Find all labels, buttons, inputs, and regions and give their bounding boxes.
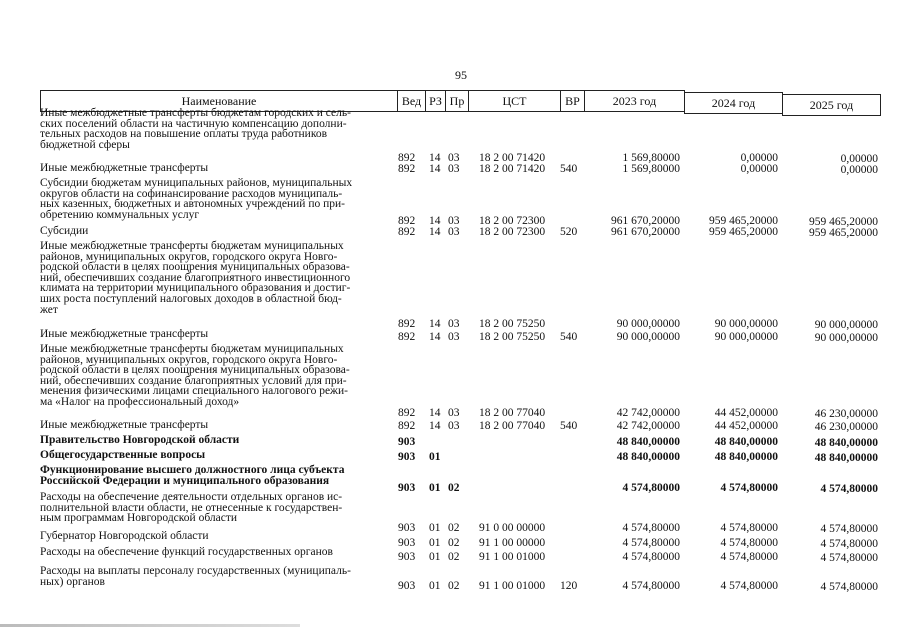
row-2023: 42 742,00000 [616, 420, 680, 432]
row-name: Расходы на обеспечение функций государственных органов [40, 546, 333, 558]
row-pr: 03 [448, 407, 460, 419]
row-vr: 540 [560, 420, 578, 432]
row-vr: 520 [560, 226, 578, 238]
row-2024: 44 452,00000 [714, 420, 778, 432]
row-cst: 18 2 00 75250 [479, 331, 546, 343]
row-2023: 42 742,00000 [616, 407, 680, 419]
row-ved: 903 [398, 482, 416, 494]
row-2024: 44 452,00000 [714, 407, 778, 419]
row-2024: 90 000,00000 [714, 331, 778, 343]
row-ved: 892 [398, 215, 416, 227]
row-2025: 0,00000 [840, 153, 878, 165]
row-vr: 120 [560, 580, 578, 592]
row-2024: 0,00000 [740, 152, 778, 164]
row-rz: 14 [429, 331, 441, 343]
row-name: Субсидии [40, 225, 89, 237]
row-2023: 4 574,80000 [622, 522, 680, 534]
row-rz: 01 [429, 537, 441, 549]
row-rz: 14 [429, 152, 441, 164]
row-name: Субсидии бюджетам муниципальных районов, муниципальных округов области на софинансирование расходов муниципаль- ных казенных, бюджетных и автономных учреждений по при- обретению коммунальных услуг [40, 177, 353, 221]
row-cst: 18 2 00 75250 [479, 318, 546, 330]
row-pr: 03 [448, 420, 460, 432]
row-ved: 892 [398, 331, 416, 343]
row-name: Иные межбюджетные трансферты бюджетам муниципальных районов, муниципальных округов, городского округа Новго- родской области в целях поощрения муниципальных образова- ний, обеспечивших создание благоприятного инвестиционного климата на территории муниципального образования и достиг- ших роста поступлений налоговых доходов в областной бюд- жет [40, 240, 351, 316]
row-2024: 4 574,80000 [720, 522, 778, 534]
row-2024: 4 574,80000 [720, 537, 778, 549]
row-2024: 4 574,80000 [720, 482, 778, 494]
row-rz: 14 [429, 163, 441, 175]
row-rz: 14 [429, 420, 441, 432]
row-ved: 892 [398, 163, 416, 175]
row-rz: 01 [429, 451, 441, 463]
row-ved: 903 [398, 436, 416, 448]
row-name: Общегосударственные вопросы [40, 449, 206, 461]
row-cst: 91 0 00 00000 [479, 522, 546, 534]
row-cst: 18 2 00 72300 [479, 215, 546, 227]
row-rz: 14 [429, 318, 441, 330]
row-name: Иные межбюджетные трансферты [40, 419, 209, 431]
row-cst: 91 1 00 01000 [479, 551, 546, 563]
header-pr: Пр [445, 90, 469, 112]
row-vr: 540 [560, 163, 578, 175]
row-pr: 02 [448, 537, 460, 549]
row-pr: 03 [448, 152, 460, 164]
row-2023: 90 000,00000 [616, 318, 680, 330]
row-cst: 18 2 00 71420 [479, 152, 546, 164]
row-ved: 892 [398, 226, 416, 238]
row-2024: 959 465,20000 [709, 226, 778, 238]
row-2023: 1 569,80000 [622, 163, 680, 175]
row-ved: 903 [398, 580, 416, 592]
row-2024: 48 840,00000 [714, 451, 778, 463]
row-rz: 01 [429, 522, 441, 534]
row-2023: 4 574,80000 [622, 580, 680, 592]
row-2025: 959 465,20000 [809, 216, 878, 228]
row-2025: 0,00000 [840, 164, 878, 176]
row-rz: 14 [429, 226, 441, 238]
row-rz: 01 [429, 580, 441, 592]
row-2023: 4 574,80000 [622, 482, 680, 494]
row-name: Функционирование высшего должностного лица субъекта Российской Федерации и муниципального образования [40, 464, 345, 487]
row-2023: 961 670,20000 [611, 215, 680, 227]
row-vr: 540 [560, 331, 578, 343]
row-rz: 01 [429, 482, 441, 494]
page-number: 95 [455, 68, 467, 82]
header-name: Наименование [40, 90, 398, 112]
row-2024: 90 000,00000 [714, 318, 778, 330]
row-ved: 892 [398, 318, 416, 330]
header-ved: Вед [397, 90, 426, 112]
header-2025: 2025 год [782, 94, 881, 116]
row-name: Иные межбюджетные трансферты бюджетам городских и сель- ских поселений области на частичную компенсацию дополни- тельных расходов на повышение оплаты труда работников бюджетной сферы [40, 107, 351, 151]
row-ved: 903 [398, 537, 416, 549]
row-2024: 0,00000 [740, 163, 778, 175]
row-name: Расходы на обеспечение деятельности отдельных органов ис- полнительной власти области, не отнесенные к государствен- ным программам Новгородской области [40, 491, 343, 525]
row-pr: 02 [448, 482, 460, 494]
row-name: Губернатор Новгородской области [40, 530, 209, 542]
row-name: Правительство Новгородской области [40, 434, 240, 446]
row-pr: 03 [448, 226, 460, 238]
row-2025: 4 574,80000 [820, 538, 878, 550]
row-2025: 4 574,80000 [820, 483, 878, 495]
row-2023: 4 574,80000 [622, 551, 680, 563]
row-2025: 90 000,00000 [814, 319, 878, 331]
row-2023: 1 569,80000 [622, 152, 680, 164]
row-2025: 48 840,00000 [814, 437, 878, 449]
row-rz: 14 [429, 407, 441, 419]
row-2024: 959 465,20000 [709, 215, 778, 227]
row-name: Иные межбюджетные трансферты [40, 328, 209, 340]
header-2024: 2024 год [684, 92, 783, 114]
row-ved: 892 [398, 152, 416, 164]
row-pr: 03 [448, 331, 460, 343]
row-2023: 961 670,20000 [611, 226, 680, 238]
row-ved: 892 [398, 407, 416, 419]
row-cst: 18 2 00 71420 [479, 163, 546, 175]
row-2023: 48 840,00000 [616, 451, 680, 463]
row-2024: 48 840,00000 [714, 436, 778, 448]
row-name: Расходы на выплаты персоналу государственных (муниципаль- ных) органов [40, 565, 351, 588]
row-pr: 02 [448, 580, 460, 592]
header-rz: РЗ [425, 90, 446, 112]
row-ved: 903 [398, 551, 416, 563]
row-rz: 01 [429, 551, 441, 563]
row-2023: 48 840,00000 [616, 436, 680, 448]
row-cst: 91 1 00 01000 [479, 580, 546, 592]
row-2025: 4 574,80000 [820, 552, 878, 564]
row-pr: 03 [448, 318, 460, 330]
row-pr: 03 [448, 163, 460, 175]
row-2024: 4 574,80000 [720, 551, 778, 563]
scan-edge [0, 624, 300, 627]
row-cst: 18 2 00 72300 [479, 226, 546, 238]
row-cst: 91 1 00 00000 [479, 537, 546, 549]
row-2025: 48 840,00000 [814, 452, 878, 464]
row-2025: 4 574,80000 [820, 523, 878, 535]
row-name: Иные межбюджетные трансферты бюджетам муниципальных районов, муниципальных округов, городского округа Новго- родской области в целях поощрения муниципальных образова- ний, обеспечивших создание благоприятных условий для при- менения физическими лицами специального налогового режи- ма «Налог на профессиональный доход» [40, 343, 350, 408]
row-rz: 14 [429, 215, 441, 227]
row-name: Иные межбюджетные трансферты [40, 162, 209, 174]
row-pr: 02 [448, 522, 460, 534]
row-2023: 90 000,00000 [616, 331, 680, 343]
row-pr: 03 [448, 215, 460, 227]
row-cst: 18 2 00 77040 [479, 407, 546, 419]
row-cst: 18 2 00 77040 [479, 420, 546, 432]
header-2023: 2023 год [584, 90, 685, 112]
header-vr: ВР [560, 90, 585, 112]
row-pr: 02 [448, 551, 460, 563]
row-2025: 46 230,00000 [814, 408, 878, 420]
row-2025: 4 574,80000 [820, 581, 878, 593]
row-2025: 959 465,20000 [809, 227, 878, 239]
row-2024: 4 574,80000 [720, 580, 778, 592]
header-cst: ЦСТ [468, 90, 561, 112]
row-ved: 892 [398, 420, 416, 432]
row-ved: 903 [398, 451, 416, 463]
row-2025: 90 000,00000 [814, 332, 878, 344]
row-2023: 4 574,80000 [622, 537, 680, 549]
row-ved: 903 [398, 522, 416, 534]
row-2025: 46 230,00000 [814, 421, 878, 433]
